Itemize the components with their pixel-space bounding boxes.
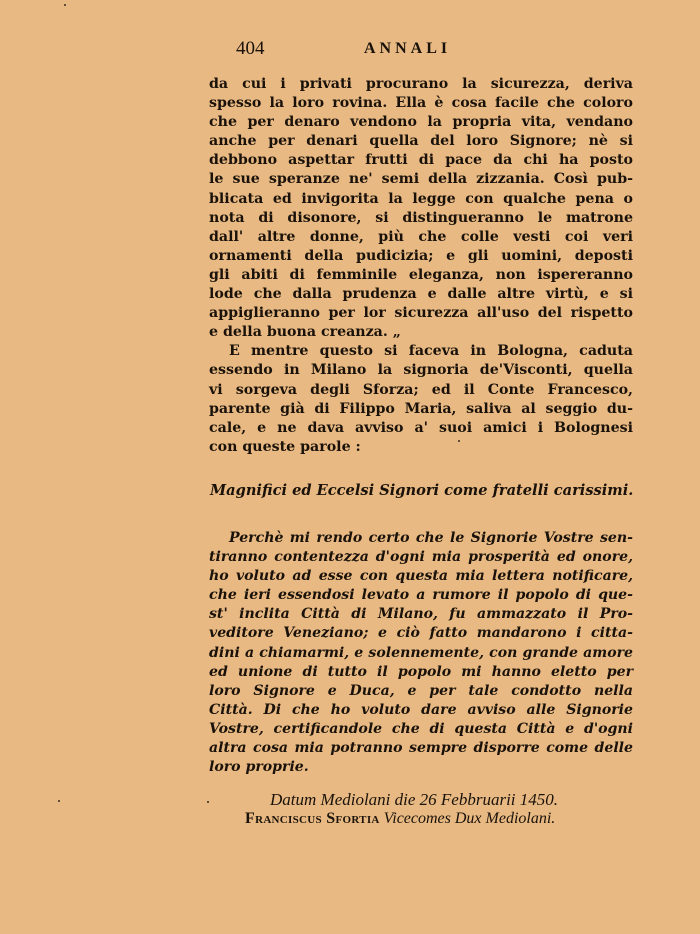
page-number: 404	[236, 38, 265, 59]
letter-line: loro Signore e Duca, e per tale condotto nella	[209, 682, 633, 699]
letter-line: altra cosa mia potranno sempre disporre come delle	[209, 740, 633, 757]
letter-line: st' inclita Città di Milano, fu ammazzato il Pro-	[209, 606, 633, 623]
letter-line: dini a chiamarmi, e solennemente, con grande amore	[209, 644, 633, 661]
body-line: parente già di Filippo Maria, saliva al seggio du-	[209, 400, 633, 417]
letter-line: tiranno contentezza d'ogni mia prosperità ed onore,	[209, 549, 633, 566]
body-line: e della buona creanza. „	[209, 324, 401, 341]
letter-line: che ieri essendosi levato a rumore il popolo di que-	[209, 587, 633, 604]
letter-line: Vostre, certificandole che di questa Città e d'ogni	[209, 720, 633, 737]
paper-speck	[58, 800, 60, 802]
body-line: vi sorgeva degli Sforza; ed il Conte Francesco,	[209, 381, 633, 398]
body-line: da cui i privati procurano la sicurezza, deriva	[209, 76, 633, 92]
body-line: debbono aspettar frutti di pace da chi ha posto	[209, 152, 633, 169]
letter-line: veditore Veneziano; e ciò fatto mandarono i citta-	[209, 625, 633, 642]
paper-speck	[207, 801, 209, 803]
body-paragraphs	[209, 75, 633, 457]
body-line: ornamenti della pudicizia; e gli uomini, deposti	[209, 247, 633, 264]
body-line: lode che dalla prudenza e dalle altre virtù, e si	[209, 286, 633, 303]
body-line: con queste parole :	[209, 438, 361, 455]
body-line: spesso la loro rovina. Ella è cosa facile che coloro	[209, 95, 633, 112]
body-line: appiglieranno per lor sicurezza all'uso del rispetto	[209, 305, 633, 322]
page-header	[236, 38, 476, 64]
body-line: gli abiti di femminile eleganza, non ispereranno	[209, 266, 633, 283]
body-line: dall' altre donne, più che colle vesti coi veri	[209, 228, 633, 245]
signatory-title: Vicecomes Dux Mediolani.	[383, 810, 556, 827]
body-line: essendo in Milano la signoria de'Visconti, quella	[209, 362, 633, 379]
body-line: che per denaro vendono la propria vita, vendano	[209, 114, 633, 131]
body-line: blicata ed invigorita la legge con qualche pena o	[209, 190, 633, 207]
signatory-name: Franciscus Sfortia	[245, 810, 380, 827]
letter-signature	[245, 810, 637, 828]
letter-line: ho voluto ad esse con questa mia lettera notificare,	[209, 568, 633, 585]
body-line: anche per denari quella del loro Signore; nè si	[209, 133, 633, 150]
letter-line: ed unione di tutto il popolo mi hanno eletto per	[209, 663, 633, 680]
body-line: cale, e ne dava avviso a' suoi amici i Bolognesi	[209, 419, 633, 436]
paper-speck	[458, 440, 460, 442]
running-title: ANNALI	[364, 40, 452, 57]
body-line: E mentre questo si faceva in Bologna, caduta	[229, 343, 633, 360]
letter-line: Perchè mi rendo certo che le Signorie Vostre sen-	[229, 530, 633, 546]
body-line: le sue speranze ne' semi della zizzania. Così pub-	[209, 171, 633, 188]
letter-datum: Datum Mediolani die 26 Febbruarii 1450.	[270, 790, 559, 809]
letter-body	[209, 529, 633, 777]
letter-line: loro proprie.	[209, 759, 309, 776]
body-line: nota di disonore, si distingueranno le matrone	[209, 209, 633, 226]
letter-line: Città. Di che ho voluto dare avviso alle Signorie	[209, 701, 633, 718]
paper-speck	[64, 4, 66, 6]
letter-salutation: Magnifici ed Eccelsi Signori come fratelli carissimi.	[210, 482, 634, 499]
